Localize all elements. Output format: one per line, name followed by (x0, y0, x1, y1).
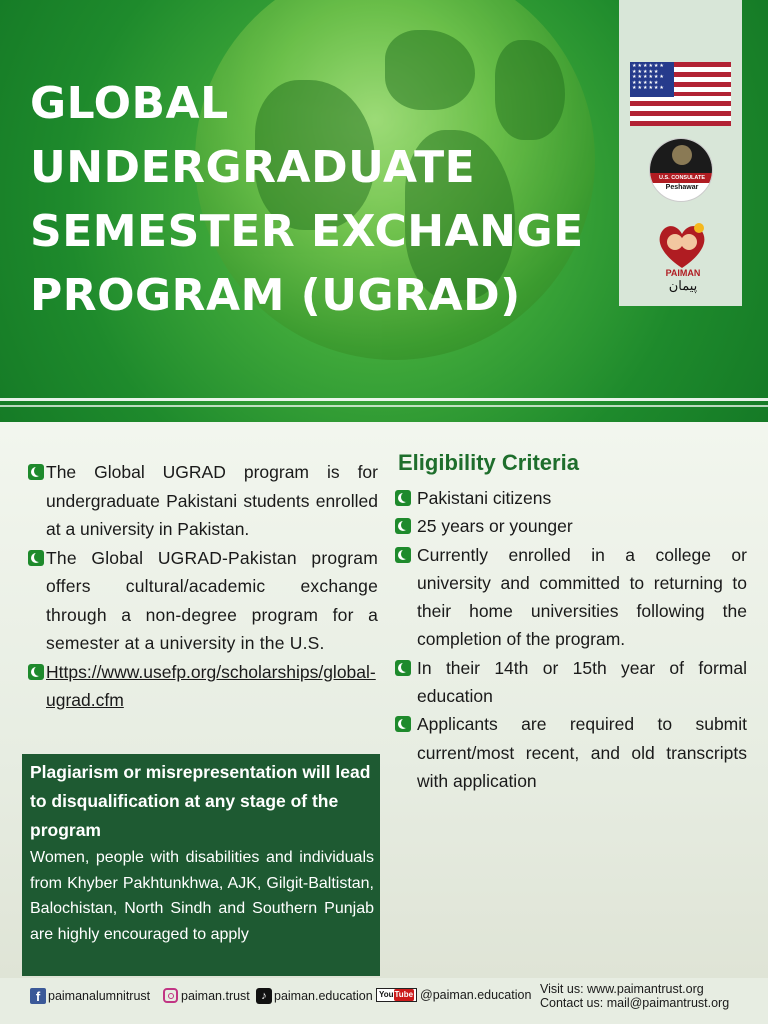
instagram-icon (163, 988, 178, 1003)
criteria-text: Applicants are required to submit current/most recent, and old transcripts with application (417, 714, 747, 791)
bullet-check-icon (395, 518, 411, 534)
facebook-link[interactable] (30, 988, 150, 1004)
bullet-check-icon (395, 660, 411, 676)
consulate-band-text: U.S. CONSULATE (650, 173, 713, 183)
paiman-name-text: PAIMAN (665, 268, 701, 278)
us-flag-icon: ★★★★★★ ★★★★★ ★★★★★★ ★★★★★ ★★★★★★ (630, 62, 731, 126)
notice-box (22, 754, 380, 976)
paiman-mark-icon (653, 220, 711, 270)
info-text: The Global UGRAD program is for undergraduate Pakistani students enrolled at a university in Pakistan. (46, 462, 378, 539)
bullet-check-icon (395, 490, 411, 506)
bullet-check-icon (28, 464, 44, 480)
list-item (28, 458, 378, 544)
contact-info (540, 982, 729, 1010)
title-line-1: GLOBAL (30, 78, 229, 129)
header-banner (0, 0, 768, 422)
divider (0, 405, 768, 407)
notice-body: Women, people with disabilities and individuals from Khyber Pakhtunkhwa, AJK, Gilgit-Baltistan, Balochistan, North Sindh and Southern Punjab are highly encouraged to apply (30, 849, 374, 943)
tiktok-icon: ♪ (256, 988, 272, 1004)
youtube-icon: You Tube (376, 988, 417, 1002)
list-item (395, 484, 747, 512)
bullet-check-icon (28, 550, 44, 566)
criteria-text: 25 years or younger (417, 516, 573, 537)
logo-panel (619, 0, 742, 306)
bullet-check-icon (395, 547, 411, 563)
list-item (395, 654, 747, 711)
title-line-2: UNDERGRADUATE (30, 142, 476, 193)
paiman-logo (647, 218, 719, 296)
facebook-icon: f (30, 988, 46, 1004)
criteria-text: Currently enrolled in a college or university and committed to returning to their home universities following the completion of the program. (417, 544, 747, 650)
instagram-link[interactable] (163, 988, 250, 1003)
bullet-check-icon (395, 716, 411, 732)
divider (0, 398, 768, 401)
list-item (395, 512, 747, 540)
tiktok-handle: paiman.education (274, 989, 373, 1003)
notice-heading: Plagiarism or misrepresentation will lead to disqualification at any stage of the program (30, 762, 371, 840)
info-text: The Global UGRAD-Pakistan program offers cultural/academic exchange through a non-degree program for a semester at a university in the U.S. (46, 547, 378, 653)
title-line-4: PROGRAM (UGRAD) (30, 270, 521, 321)
us-consulate-logo (649, 138, 713, 202)
page-title (30, 72, 610, 328)
list-item (28, 658, 378, 715)
criteria-text: In their 14th or 15th year of formal education (417, 657, 747, 707)
instagram-handle: paiman.trust (181, 988, 250, 1003)
tiktok-link[interactable] (256, 988, 373, 1004)
eligibility-heading: Eligibility Criteria (398, 450, 579, 475)
eligibility-column (395, 446, 747, 795)
bullet-check-icon (28, 664, 44, 680)
title-line-3: SEMESTER EXCHANGE (30, 206, 584, 257)
website-link[interactable]: Visit us: www.paimantrust.org (540, 982, 704, 996)
list-item (28, 544, 378, 658)
paiman-urdu-text: پیمان (668, 278, 698, 293)
eagle-seal-icon (672, 145, 692, 165)
consulate-city-text: Peshawar (665, 184, 699, 191)
program-info-column (28, 458, 378, 715)
criteria-text: Pakistani citizens (417, 488, 552, 508)
list-item (395, 710, 747, 795)
youtube-link[interactable] (376, 988, 531, 1002)
email-link[interactable]: Contact us: mail@paimantrust.org (540, 996, 730, 1010)
list-item (395, 541, 747, 654)
youtube-handle: @paiman.education (420, 988, 532, 1002)
footer (0, 978, 768, 1024)
scholarship-link[interactable]: Https://www.usefp.org/scholarships/global-ugrad.cfm (46, 661, 376, 710)
facebook-handle: paimanalumnitrust (48, 989, 151, 1003)
